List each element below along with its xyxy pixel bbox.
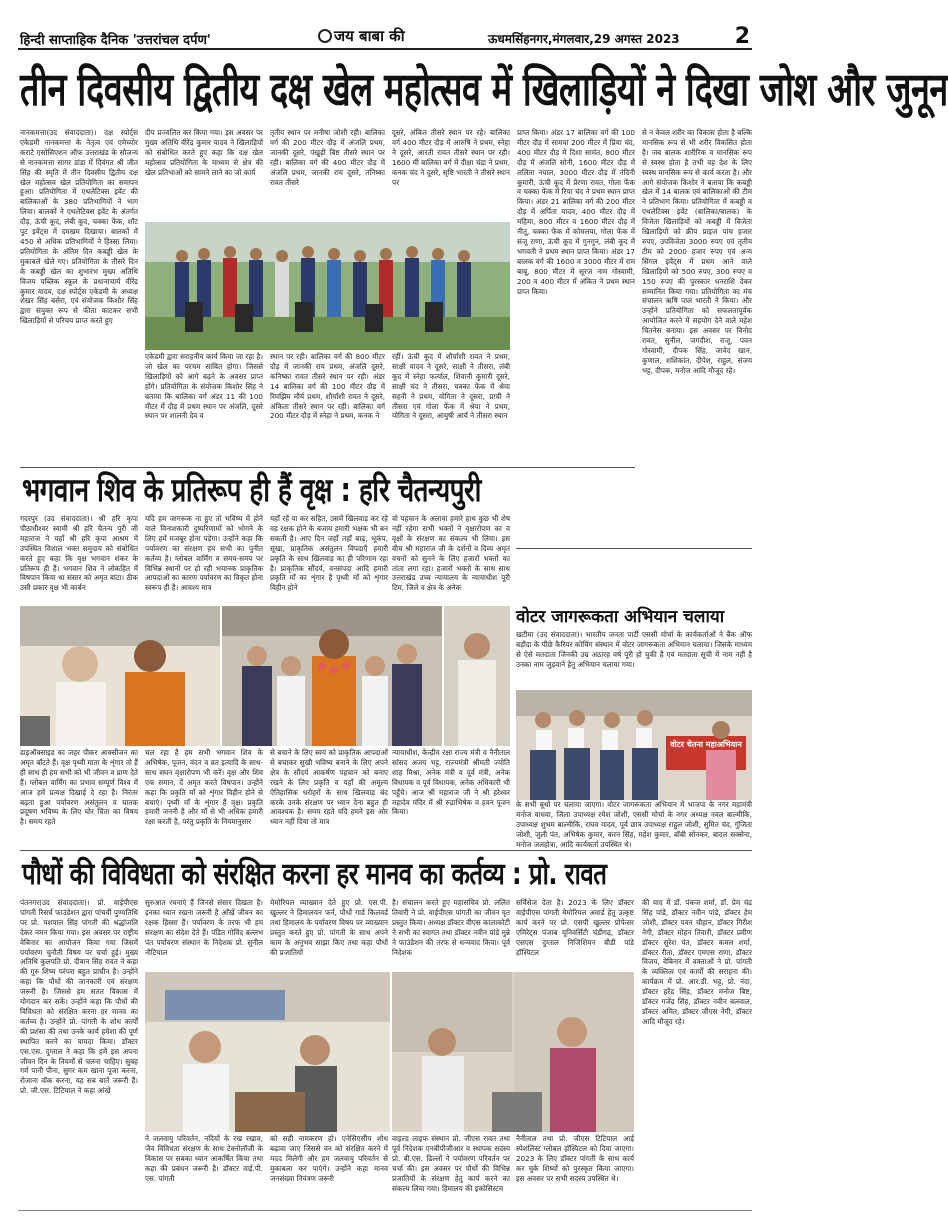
article-voter-col-1: खटीमा (उद संवाददाता)। भारतीय जनता पार्टी एससी मोर्चा के कार्यकर्ताओं ने बैंक ऑफ बड़ौदा के पीछे कैरियर कोचिंग संस्थान में वोटर जागरूकता अभियान चलाया। जिसके माध्यम से ऐसे मतदाता जिनकी उम्र अठारह वर्ष पूरी हो चुकी है एवं मतदाता सूची में नाम नहीं है उनका नाम जुड़वाने हेतु अभियान चलाया गया। — [516, 630, 752, 669]
article-khel-col-6: से न केवल शरीर का विकास होता है बल्कि मानसिक रूप से भी शरीर विकसित होता है। जब बालक शारीरिक व मानसिक रूप से स्वस्थ होता है तभी वह देश के लिए स्वस्थ मानसिक रूप से कार्य करता है। और आगे संयोजक किशोर ने बताया कि कबड्डी खेल में 14 बालक एवं बालिकाओं की टीम ने प्रतिभाग किया। प्रतियोगिता में कबड्डी व एथलेटिक्स इवेंट (बालिका/बालक) के विजेता खिलाड़ियों को कबड्डी में विजेता खिलाड़ियों को क्रीप प्राइज पांच हजार रुपए, उपविजेता 3000 रुपए एवं तृतीय टीम को 2000 हजार रुपए एवं अन्य सिंगल इवेंट्स में प्रथम आने वाले खिलाड़ियों को 500 रुपए, 300 रुपए व 150 रुपए की पुरस्कार धनराशि देकर सम्मानित किया गया। प्रतियोगिता का मंच संचालन ऋषि पाल भारती ने किया। और उन्होंने प्रतियोगिता को सफलतापूर्वक आयोजित करने में सहयोग देने वाले महेश चितनेस बनाया। इस अवसर पर विनोद रावत, सुनील, जगदीश, राजू, पवन गोस्वामी, दीपक सिंह, जावेद खान, कुणाल, शशिकांत, दीपेश, राहुल, संजय भट्ट, दीपक, मनोज आदि मौजूद रहे। — [642, 128, 752, 375]
om-icon — [318, 29, 332, 43]
headline-voter: वोटर जागरूकता अभियान चलाया — [516, 607, 725, 627]
khel-group-photo — [145, 222, 510, 350]
masthead-center — [318, 26, 405, 46]
page-number: 2 — [734, 24, 750, 49]
article-khel-col-9: रहीं। ऊंची कूद में शौर्यांशी रावत ने प्रथम, साक्षी यादव ने दूसरे, साक्षी ने तीसरा, लंबी कूद में स्नेहा फर्त्याल, शिवानी कुमारी दूसरे, साक्षी चंद ने तीसरा, चक्का फेंक में श्रेया सहनी ने प्रथम, योगिता ने दूसरा, प्राची ने तीसरा एवं गोला फेंक में श्रेया ने प्रथम, योगिता ने दूसरा, आयुषी आर्य ने तीसरा स्थान — [392, 352, 510, 421]
voter-banner-text: वोटर चेतना महाअभियान — [670, 740, 742, 749]
article-khel-col-1: नानकमत्ता(उद संवाददाता)। दक्ष स्पोर्ट्स एकेडमी नानकमत्ता के नेतृत्व एवं एमेच्योर कराटे एसोसिएशन ऑफ उत्तराखंड के सौजन्य से नानकमत्ता सागर डांडा में दिवंगत श्री जीत सिंह की स्मृति में तीन दिवसीय द्वितीय दक्ष खेल महोत्सव खेल प्रतियोगिता का समापन हुआ। प्रतियोगिता में एथलेटिक्स इवेंट की बालिकाओं के 380 प्रतिभागियों ने भाग लिया। बालकों ने एथलेटिक्स इवेंट के अंतर्गत दौड़, ऊंची कूद, लंबी कूद, चक्का फेंक, शॉट पुट इवेंट्स में दमखम दिखाया। बालकों में 450 से अधिक प्रतिभागियों ने हिस्सा लिया। प्रतियोगिता के अंतिम दिन कबड्डी खेल के मुकाबले खेले गए। प्रतियोगिता के तीसरे दिन के कबड्डी खेल का शुभारंभ मुख्य अतिथि विजय पब्लिक स्कूल के प्रधानाचार्य वीरेंद्र कुमार यादव, दक्ष स्पोर्ट्स एकेडमी के अध्यक्ष शेखर सिंह बसेरा, एवं संयोजक किशोर सिंह द्वारा संयुक्त रूप से फीता काटकर सभी खिलाड़ियों से परिचय प्राप्त करते हुए — [20, 128, 138, 326]
article-paudhon-col-5: को सही नामकरण हो। एनेसिएसीय शोध बढ़ावा जाए जिससे वन को संरक्षित करने में मदद मिलेगी और हम जलवायु परिवर्तन से मुकाबला कर पाएंगे। उन्होंने कहा मानव जनसंख्या नियंत्रण जरूरी — [270, 1134, 388, 1183]
bhagwan-photo-3 — [444, 606, 510, 746]
footer-strip — [18, 1210, 752, 1220]
article-paudhon-col-10: की याद में डॉ. पंकज शर्मा, डॉ. प्रेम चंद्र सिंह पांडे, डॉक्टर नवीन पांडे, डॉक्टर हेम जोशी, डॉक्टर पवन चौहान, डॉक्टर गिरीश नेगी, डॉक्टर मोहन तिवारी, डॉक्टर प्रवीण डॉक्टर सुरेश पंत, डॉक्टर कमल शर्मा, डॉक्टर रीता, डॉक्टर एमएस राणा, डॉक्टर विजय, वेबिनार में वक्ताओं ने प्रो. पांगती के व्यक्तित्व एवं कार्यों की सराहना की। कार्यक्रम में प्रो. आर.डी. भट्ट, प्रो. नंदा, डॉक्टर हरेंद्र सिंह, डॉक्टर मनोज बिष्ट, डॉक्टर गजेंद्र सिंह, डॉक्टर नवीन बलवाल, डॉक्टर अमित, डॉक्टर जीएस नेगी, डॉक्टर आदि मौजूद रहे। — [642, 898, 752, 1026]
article-bhagwan-col-5: डाइऑक्साइड का जहर पीकर आक्सीजन का अमृत बाँटते हैं। वृक्ष पृथ्वी माता के शृंगार तो हैं ही साथ ही हम सभी को भी जीवन व प्राण देते हैं। ग्लोबल वार्मिंग का प्रभाव सम्पूर्ण विश्व में आज हमें प्रत्यक्ष दिखाई दे रहा है। निरंतर बढ़ता हुआ पर्यावरण असंतुलन व घातक प्रदूषण भविष्य के लिए घोर चिंता का विषय है। समय रहते — [20, 748, 138, 827]
center-text: जय बाबा की — [334, 27, 405, 45]
bhagwan-photo-2 — [222, 606, 442, 746]
article-paudhon-col-7: वाइल्ड लाइफ संस्थान प्रो. जीएस रावत तथा पूर्व निदेशक एनबीपीजीआर व स्थापक सदस्य प्रो. बी.एस. ढिल्लों ने पर्यावरण परिवर्तन पर चर्चा की। इस अवसर पर पौधों की विभिन्न प्रजातियों के संरक्षण हेतु कार्य करने का संकल्प लिया गया। हिमालय की इकोसिस्टम — [392, 1134, 510, 1193]
article-bhagwan-col-6: चल रहा है हम सभी भगवान शिव के अभिषेक, पूजन, वंदन व व्रत इत्यादि के साथ-साथ सघन वृक्षारोपण भी करें। वृक्ष और शिव एक समान, दें अमृत करते विषपान। उन्होंने कहा कि प्रकृति माँ को शृंगार विहीन होने से बचाएं। पृथ्वी माँ के शृंगार हैं वृक्ष। प्रकृति हमारी जननी है और माँ से भी अधिक हमारी रक्षा करती है, परंतु प्रकृति के नियमानुसार — [145, 748, 263, 827]
article-paudhon-col-2: सुरुआत रचनाएं हैं जिनसे संसार दिखता है। इनका ध्यान रखना जरूरी है आँखें जीवन का रक्षक हिस्सा हैं। पर्यावरण के तरफ भी हम संरक्षण का संदेश देते हैं। पंडित गोविंद बल्लभ पंत पर्यावरण संस्थान के निदेशक प्रो. सुनील नौटियाल — [145, 898, 263, 957]
article-paudhon-col-4: मेमोरियल व्याख्यान देते हुए प्रो. एस.पी. खुल्लर ने हिमालयन फर्न, पौधों गार्ड किलवर्ड तथा हिमालय के पर्यावरण विषय पर व्याख्यान प्रस्तुत करते हुए प्रो. पांगती के साथ अपने काम के अनुभव साझा किए तथा कहा पौधों की प्रजातियों — [270, 898, 388, 957]
article-khel-col-7: एकेडमी द्वारा सराहनीय कार्य किया जा रहा है। जो खेल का परचम साबित होगा। जिससे खिलाड़ियों को आगे बढ़ने के अवसर प्राप्त होंगे। प्रतियोगिता के संयोजक किशोर सिंह ने बताया कि बालिका वर्ग अंडर 11 की 100 मीटर में दौड़ में प्रथम स्थान पर अंजलि, दूसरे स्थान पर शालनी देव व — [145, 352, 263, 421]
article-khel-col-2: दीप प्रज्वलित कर किया गया। इस अवसर पर मुख्य अतिथि वीरेंद्र कुमार यादव ने खिलाड़ियों को संबोधित करते हुए कहा कि दक्ष खेल महोत्सव प्रतियोगिता के माध्यम से क्षेत्र की खेल प्रतिभाओं को सामने लाने का जो कार्य — [145, 128, 263, 177]
article-paudhon-col-8: सर्विसेज देता है। 2023 के लिए डॉक्टर वाईपीएस पांगती मेमोरियल अवार्ड हेतु उत्कृष्ट कार्य करने पर प्रो. एसपी खुल्लर प्रोफेसर एमिरेट्स पंजाब यूनिवर्सिटी चंडीगढ़, डॉक्टर एसएस दुग्ताल निजिशियन बीडी पांडे हॉस्पिटल — [516, 898, 634, 957]
divider-2 — [516, 548, 752, 549]
place-date: ऊधमसिंहनगर,मंगलवार,29 अगस्त 2023 — [488, 32, 680, 46]
article-khel-col-5: प्राप्त किया। अंडर 17 बालिका वर्ग की 100 मीटर दौड़ में सामया 200 मीटर में प्रिया चंद, 400 मीटर दौड़ में दिशा सामंत, 800 मीटर दौड़ में अंजलि सोनी, 1600 मीटर दौड़ में ललिता नयाल, 3000 मीटर दौड़ में नंदिनी कुमारी, ऊंची कूद में प्रेरणा रावत, गोला फेंक व चक्का फेंक में रिया चंद ने प्रथम स्थान प्राप्त किया। अंडर 21 बालिका वर्ग की 200 मीटर दौड़ में अर्पिता यादव, 400 मीटर दौड़ में महिमा, 800 मीटर व 1600 मीटर दौड़ में नीतू, चक्का फेंक में कोमलया, गोला फेंक में संजू राणा, ऊंची कूद में गुनगुन, लंबी कूद में भगवती ने प्रथम स्थान प्राप्त किया। अंडर 17 बालक वर्ग की 1600 व 3000 मीटर में राम बाबू, 800 मीटर में सूरज नाम गोस्वामी, 200 व 400 मीटर में अंकित ने प्रथम स्थान प्राप्त किया। — [517, 128, 635, 296]
voter-photo — [516, 690, 752, 800]
article-bhagwan-col-8: न्यायाधीश, केन्द्रीय रक्षा राज्य मंत्री व नैनीताल सांसद अजय भट्ट, राज्यमंत्री श्रीमती ज्योति शाह मिश्रा, अनेक मंत्री व पूर्व मंत्री, अनेक विधायक व पूर्व विधायक, अनेक अधिकारी भी पहुँचे। आज श्री महाराज जी ने श्री हरेश्वर महादेव मंदिर में श्री रुद्राभिषेक व हवन पूजन किया। — [392, 748, 510, 817]
paudhon-photo-1 — [145, 972, 390, 1132]
article-bhagwan-col-4: वो पहचान के अलावा हमारे हाथ कुछ भी शेष नहीं रहेगा सभी भक्तों ने वृक्षारोपण का व वृक्षों के संरक्षण का संकल्प भी लिया। इस बीच श्री महाराज जी के दर्शनों व दिव्य अमृत वचनों को सुनने के लिए हजारों भक्तों का तांता लगा रहा। हजारों भक्तों के साथ साथ उत्तराखंड उच्च न्यायालय के न्यायाधीश पूरी टिम, जिले व क्षेत्र के अनेक — [392, 514, 510, 593]
article-paudhon-col-3: ने जलवायु परिवर्तन, नदियों के रख रखाव, जैव विविधता संरक्षण के साथ टेक्नोलॉजी के विकास पर सबका ध्यान आकर्षित किया तथा कहा की प्रबंधन जरूरी है। डॉक्टर वाई.पी. एस. पांगती — [145, 1134, 263, 1183]
article-bhagwan-col-2: यदि हम जागरूक ना हुए तो भविष्य में होने वाले विनाशकारी दुष्परिणामों को भोगने के लिए हमें मजबूर होना पड़ेगा। उन्होंने कहा कि पर्यावरण का संरक्षण हम सभी का पुनीत कर्तव्य है। ग्लोबल वार्मिंग व समय-समय पर विभिन्न स्थानों पर हो रही भयानक प्राकृतिक आपदाओं का कारण पर्यावरण का विकृत होना स्वरूप ही है। आवश्य मात्र — [145, 514, 263, 593]
article-paudhon-col-1: पंतनगर(उद संवाददाता)। प्रो. वाईपीएस पांगती रिसर्च फाउंडेशन द्वारा पांचवीं पुण्यतिथि पर प्रो. यशपाल सिंह पांगती की श्रद्धांजलि देकर नमन किया गया। इस अवसर पर राष्ट्रीय वेबिनार का आयोजन किया गया जिसमें पर्यावरण चुनौती विषय पर चर्चा हुई। मुख्य अतिथि कुलपति प्रो. दीवान सिंह रावत ने कहा की गुरु शिष्य परंपरा बहुत प्राचीन है। उन्होंने कहा कि पौधों की जानकारी एवं संरक्षण जरूरी है। जिससे हम सतत विकास में योगदान कर सकें। उन्होंने कहा कि पौधों की विविधता को संरक्षित करना हर मानव का कर्तव्य है। उन्होंने प्रो. पांगती के शोध कार्यों की प्रशंसा की तथा उनके कार्य हमेशा की पूर्ण स्थापित करने का वायदा किया। डॉक्टर एस.एस. दुग्ताल ने कहा कि हमें इस अपना जीवन दिन के नियमों से चलना चाहिए। सुबह गर्म पानी पीना, सुगर कम खाना पूजा करना, रोजाना वॉक करना, यह सब बातें जरूरी हैं। प्रो. जी.एस. टिटियाल ने कहा आंखें — [20, 898, 138, 1096]
article-bhagwan-col-1: गदरपुर (उद संवाददाता)। श्री हरि कृपा पीठाधीश्वर स्वामी श्री हरि चैतन्य पुरी जी महाराज ने यहाँ श्री हरि कृपा आश्रम में उपस्थित विशाल भक्त समुदाय को संबोधित करते हुए कहा कि वृक्ष भगवान शंकर के प्रतिरूप ही हैं। भगवान शिव ने लोकहित में विषपान किया था संसार को अमृत बांटा। ठीक उसी प्रकार वृक्ष भी कार्बन — [20, 514, 138, 593]
article-bhagwan-col-3: यहाँ रहें या कर सहित, उसमें खिलवाड़ कर रहे वह रक्षक होने के बजाय हमारी भक्षक भी बन सकती है। आए दिन जहाँ तहाँ बाढ़, भूकंप, सूखा, प्राकृतिक असंतुलन विपदाएँ हमारी प्रकृति के साथ खिलवाड़ का ही परिणाम रहा है। प्राकृतिक सौंदर्य, वनसंपदा आदि हमारी प्रकृति माँ का शृंगार है पृथ्वी माँ को शृंगार विहीन होने — [270, 514, 388, 593]
article-khel-col-3: तृतीय स्थान पर मनीषा जोशी रही। बालिका वर्ग की 200 मीटर दौड़ में अंजलि प्रथम, जानकी दूसरे, पंखुड़ी बिष्ट तीसरे स्थान पर रही। बालिका वर्ग की 400 मीटर दौड़ में अंजलि प्रथम, जानकी राय दूसरे, तनिष्का रावत तीसरे — [270, 128, 385, 187]
paper-name: हिन्दी साप्ताहिक दैनिक 'उत्तरांचल दर्पण' — [20, 33, 211, 48]
article-paudhon-col-9: नैनीताल तथा प्रो. जीएस टिटियाल आई स्पेशलिस्ट ग्लोबल हॉस्पिटल को दिया जाएगा। 2023 के लिए डॉक्टर पांगती के साथ कार्य कर चुके शिष्यों को पुरस्कृत किया जाएगा। इस अवसर पर सभी सदस्य उपस्थित थे। — [516, 1134, 634, 1183]
article-voter-col-2: के सभी बूथों पर चलाया जाएगा। वोटर जागरूकता अभियान में भाजपा के नगर महामंत्री मनोज वाधवा, जिला उपाध्यक्ष रमेश जोशी, एससी मोर्चा के नगर अध्यक्ष नवल बाल्मीकि, उपाध्यक्ष शुभम बाल्मीकि, राघव यादव, पूर्व छात्र उपाध्यक्ष राहुल जोशी, सुमित चंद, गुंजिता जोशी, जुली पंत, अभिषेक कुमार, करन सिंह, महेश कुमार, बॉबी सोनकर, बादल सक्सेना, मनोज जलहोत्रा, आदि कार्यकर्ता उपस्थित थे। — [516, 800, 752, 849]
headline-bhagwan: भगवान शिव के प्रतिरूप ही हैं वृक्ष : हरि चैतन्यपुरी — [22, 472, 481, 510]
article-khel-col-8: स्थान पर रही। बालिका वर्ग की 800 मीटर दौड़ में जानकी राय प्रथम, अंजलि दूसरे, कनिष्का रावत तीसरे स्थान पर रही। अंडर 14 बालिका वर्ग की 100 मीटर दौड़ में रिमझिम मौर्य प्रथम, शौर्यांशी रावत ने दूसरे, अंकिता तीसरे स्थान पर रही। बालिका वर्ग 200 मीटर दौड़ में स्नेहा ने प्रथम, कनक ने — [270, 352, 385, 421]
article-bhagwan-col-7: से बचाने के लिए स्वयं को प्राकृतिक आपदाओं से बचाकर सुखी भविष्य बनाने के लिए अपने क्षेत्र के सौंदर्य आकर्षण पहचान को बनाए रखने के लिए प्रकृति व यहाँ की अमूल्य ऐतिहासिक धरोहरों के साथ खिलवाड़ बंद करके उनके संरक्षण पर ध्यान देना बहुत ही आवश्यक है। समय रहते यदि हमने इस ओर ध्यान नहीं दिया तो मात्र — [270, 748, 388, 827]
article-khel-col-4: दूसरे, अंकित तीसरे स्थान पर रहे। बालिका वर्ग 400 मीटर दौड़ में आरुषि ने प्रथम, स्नेहा ने दूसरे, आरती रावत तीसरे स्थान पर रही। 1600 मी बालिका वर्ग में दीक्षा चंद्रा ने प्रथम, कनक चंद ने दूसरे, सृष्टि भारती ने तीसरे स्थान पर — [392, 128, 510, 187]
article-paudhon-col-6: है। संचालन करते हुए महासचिव प्रो. ललित तिवारी ने प्रो. वाईपीएस पांगती का जीवन वृत प्रस्तुत किया। अध्यक्ष डॉक्टर वीएस कालाकोटी ने सभी का स्वागत तथा डॉक्टर नवीन पांडे मुन्ने ने फाउंडेशन की तरफ से धन्यवाद किया। पूर्व निदेशक — [392, 898, 511, 957]
paudhon-photo-2 — [392, 972, 634, 1132]
bhagwan-photo-1 — [20, 606, 220, 746]
headline-paudhon: पौधों की विविधता को संरक्षित करना हर मानव का कर्तव्य : प्रो. रावत — [22, 856, 607, 892]
headline-khel: तीन दिवसीय द्वितीय दक्ष खेल महोत्सव में खिलाड़ियों ने दिखा जोश और जुनून — [20, 63, 948, 117]
